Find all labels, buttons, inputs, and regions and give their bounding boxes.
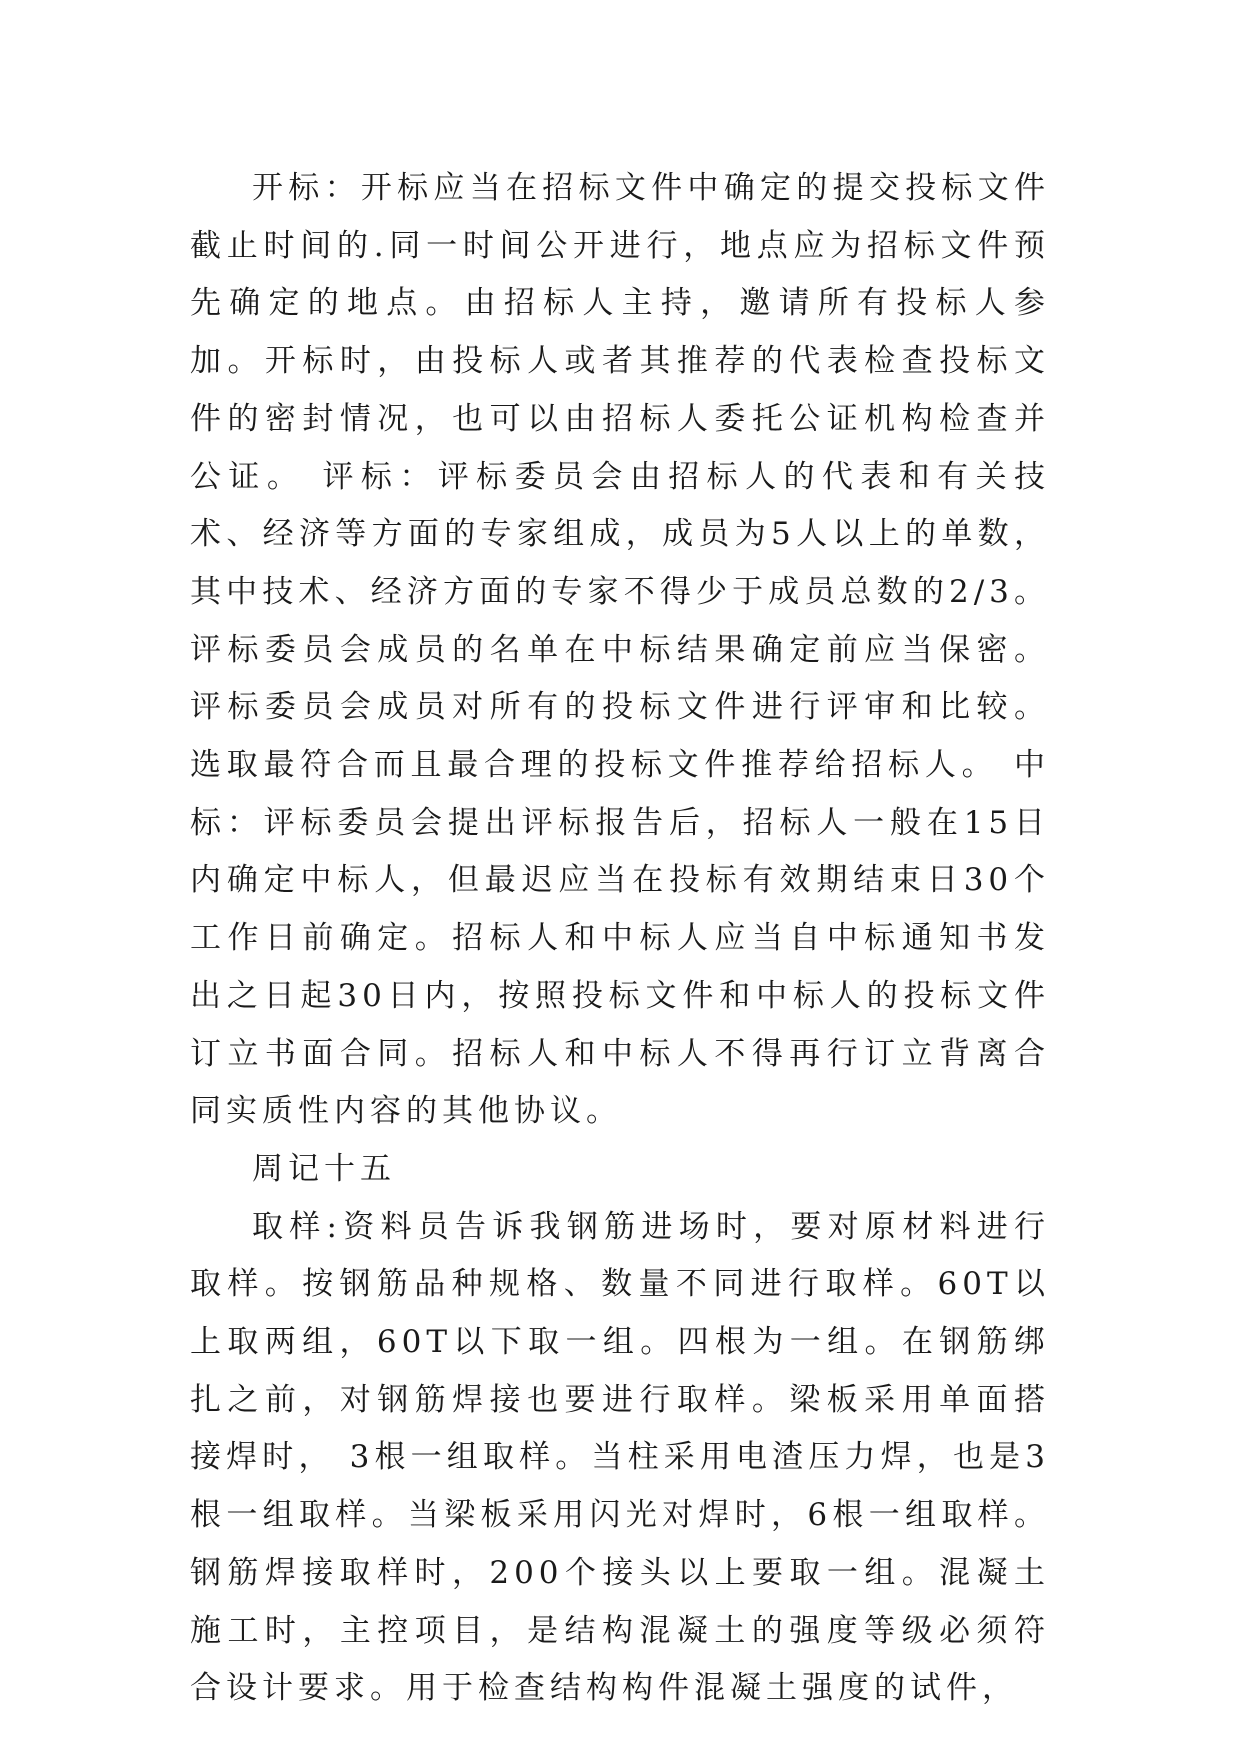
paragraph-bidding-process: 开标：开标应当在招标文件中确定的提交投标文件截止时间的.同一时间公开进行，地点应为招标文件预先确定的地点。由招标人主持，邀请所有投标人参加。开标时，由投标人或者其推荐的代表检查投标文件的密封情况，也可以由招标人委托公证机构检查并公证。 评标：评标委员会由招标人的代表和有关技术、经济等方面的专家组成，成员为5人以上的单数，其中技术、经济方面的专家不得少于成员总数的2/3。评标委员会成员的名单在中标结果确定前应当保密。评标委员会成员对所有的投标文件进行评审和比较。选取最符合而且最合理的投标文件推荐给招标人。 中标：评标委员会提出评标报告后，招标人一般在15日内确定中标人，但最迟应当在投标有效期结束日30个工作日前确定。招标人和中标人应当自中标通知书发出之日起30日内，按照投标文件和中标人的投标文件订立书面合同。招标人和中标人不得再行订立背离合同实质性内容的其他协议。 (190, 170, 1050, 1130)
document-page (190, 160, 1050, 1718)
section-heading-week-15: 周记十五 (252, 1150, 396, 1187)
paragraph-sampling: 取样:资料员告诉我钢筋进场时，要对原材料进行取样。按钢筋品种规格、数量不同进行取样。60T以上取两组，60T以下取一组。四根为一组。在钢筋绑扎之前，对钢筋焊接也要进行取样。梁板采用单面搭接焊时， 3根一组取样。当柱采用电渣压力焊，也是3根一组取样。当梁板采用闪光对焊时，6根一组取样。钢筋焊接取样时，200个接头以上要取一组。混凝土施工时，主控项目，是结构混凝土的强度等级必须符合设计要求。用于检查结构构件混凝土强度的试件， (190, 1208, 1050, 1707)
